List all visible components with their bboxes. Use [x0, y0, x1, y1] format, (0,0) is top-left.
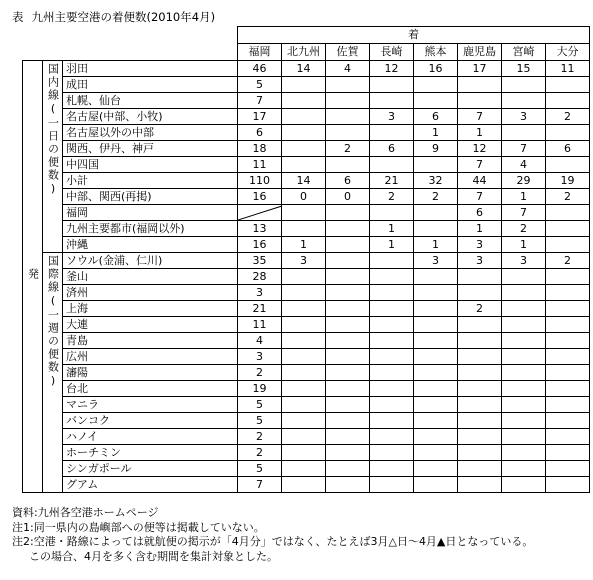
origin-name: 関西、伊丹、神戸 — [63, 141, 238, 157]
table-row — [23, 141, 590, 157]
value-cell: 12 — [458, 141, 502, 157]
value-cell — [326, 157, 370, 173]
value-cell — [502, 317, 546, 333]
table-row — [23, 189, 590, 205]
value-cell: 1 — [414, 237, 458, 253]
table-row — [23, 125, 590, 141]
value-cell — [282, 429, 326, 445]
table-row — [23, 429, 590, 445]
table-row — [23, 349, 590, 365]
value-cell: 1 — [370, 237, 414, 253]
value-cell — [502, 269, 546, 285]
value-cell — [326, 333, 370, 349]
value-cell — [458, 93, 502, 109]
airport-header: 長崎 — [370, 44, 414, 61]
value-cell — [546, 125, 590, 141]
value-cell — [414, 157, 458, 173]
value-cell — [326, 445, 370, 461]
value-cell: 2 — [238, 365, 282, 381]
value-cell: 29 — [502, 173, 546, 189]
value-cell — [326, 317, 370, 333]
value-cell — [546, 397, 590, 413]
note-1: 注1:同一県内の島嶼部への便等は掲載していない。 — [12, 520, 265, 534]
value-cell — [370, 269, 414, 285]
value-cell: 4 — [502, 157, 546, 173]
value-cell: 19 — [546, 173, 590, 189]
value-cell: 6 — [458, 205, 502, 221]
value-cell: 14 — [282, 61, 326, 77]
origin-name: 沖縄 — [63, 237, 238, 253]
value-cell — [326, 253, 370, 269]
value-cell — [414, 317, 458, 333]
value-cell — [282, 317, 326, 333]
value-cell — [414, 205, 458, 221]
table-row — [23, 301, 590, 317]
value-cell — [282, 157, 326, 173]
value-cell: 5 — [238, 413, 282, 429]
value-cell — [414, 77, 458, 93]
origin-name: 福岡 — [63, 205, 238, 221]
origin-name: 九州主要都市(福岡以外) — [63, 221, 238, 237]
value-cell — [370, 125, 414, 141]
value-cell — [414, 445, 458, 461]
table-row — [23, 221, 590, 237]
value-cell — [502, 445, 546, 461]
value-cell — [458, 429, 502, 445]
note-2-continued: この場合、4月を多く含む期間を集計対象とした。 — [29, 549, 278, 563]
value-cell — [370, 205, 414, 221]
value-cell: 3 — [238, 285, 282, 301]
international-group-label — [43, 253, 63, 493]
value-cell: 35 — [238, 253, 282, 269]
value-cell — [546, 365, 590, 381]
value-cell — [326, 413, 370, 429]
value-cell: 0 — [282, 189, 326, 205]
value-cell — [326, 397, 370, 413]
value-cell: 6 — [414, 109, 458, 125]
value-cell — [370, 413, 414, 429]
value-cell — [458, 397, 502, 413]
value-cell — [370, 157, 414, 173]
note-source: 資料:九州各空港ホームページ — [12, 506, 159, 519]
table-row — [23, 61, 590, 77]
value-cell — [546, 413, 590, 429]
value-cell — [282, 333, 326, 349]
value-cell — [458, 269, 502, 285]
value-cell — [546, 237, 590, 253]
value-cell — [414, 333, 458, 349]
value-cell: 2 — [546, 109, 590, 125]
value-cell — [546, 381, 590, 397]
value-cell — [326, 477, 370, 493]
table-row — [23, 317, 590, 333]
value-cell — [502, 77, 546, 93]
value-cell: 1 — [282, 237, 326, 253]
table-row — [23, 205, 590, 221]
value-cell — [546, 221, 590, 237]
value-cell — [326, 349, 370, 365]
value-cell: 2 — [370, 189, 414, 205]
header-blank-2 — [23, 44, 238, 61]
origin-name: マニラ — [63, 397, 238, 413]
origin-name: 広州 — [63, 349, 238, 365]
value-cell — [282, 365, 326, 381]
value-cell: 11 — [238, 317, 282, 333]
origin-name: ハノイ — [63, 429, 238, 445]
value-cell — [502, 349, 546, 365]
value-cell — [282, 413, 326, 429]
origin-name: 青島 — [63, 333, 238, 349]
value-cell — [282, 445, 326, 461]
value-cell — [370, 381, 414, 397]
value-cell — [546, 205, 590, 221]
title-text: 九州主要空港の着便数(2010年4月) — [31, 10, 216, 24]
value-cell — [414, 269, 458, 285]
origin-name: シンガポール — [63, 461, 238, 477]
international-group-text: 国際線(一週の便数) — [46, 255, 60, 389]
table-row — [23, 381, 590, 397]
value-cell: 3 — [458, 237, 502, 253]
value-cell — [414, 349, 458, 365]
value-cell: 2 — [326, 141, 370, 157]
airport-header: 鹿児島 — [458, 44, 502, 61]
value-cell: 16 — [238, 189, 282, 205]
value-cell — [458, 349, 502, 365]
table-row — [23, 397, 590, 413]
value-cell — [370, 349, 414, 365]
value-cell: 16 — [238, 237, 282, 253]
value-cell — [282, 77, 326, 93]
value-cell: 11 — [546, 61, 590, 77]
value-cell — [370, 429, 414, 445]
value-cell: 0 — [326, 189, 370, 205]
value-cell — [414, 301, 458, 317]
origin-name: ホーチミン — [63, 445, 238, 461]
origin-name: 釜山 — [63, 269, 238, 285]
value-cell: 7 — [458, 157, 502, 173]
value-cell: 3 — [370, 109, 414, 125]
value-cell: 2 — [458, 301, 502, 317]
value-cell — [502, 333, 546, 349]
value-cell: 28 — [238, 269, 282, 285]
table-row — [23, 93, 590, 109]
value-cell — [326, 109, 370, 125]
header-row-airports — [23, 44, 590, 61]
arrival-header: 着 — [238, 27, 590, 44]
value-cell: 44 — [458, 173, 502, 189]
value-cell — [282, 109, 326, 125]
table-row — [23, 445, 590, 461]
origin-name: 瀋陽 — [63, 365, 238, 381]
value-cell — [502, 413, 546, 429]
origin-name: 名古屋以外の中部 — [63, 125, 238, 141]
table-row — [23, 253, 590, 269]
value-cell — [458, 381, 502, 397]
value-cell — [370, 365, 414, 381]
value-cell — [370, 397, 414, 413]
origin-name: 上海 — [63, 301, 238, 317]
value-cell: 2 — [238, 429, 282, 445]
header-row-arrival — [23, 27, 590, 44]
value-cell — [502, 301, 546, 317]
value-cell — [546, 301, 590, 317]
value-cell: 14 — [282, 173, 326, 189]
value-cell — [414, 461, 458, 477]
airport-header: 北九州 — [282, 44, 326, 61]
table-row — [23, 77, 590, 93]
value-cell: 6 — [326, 173, 370, 189]
value-cell — [326, 125, 370, 141]
value-cell: 7 — [238, 477, 282, 493]
value-cell — [458, 461, 502, 477]
origin-name: 台北 — [63, 381, 238, 397]
value-cell — [282, 477, 326, 493]
value-cell — [370, 461, 414, 477]
value-cell: 19 — [238, 381, 282, 397]
value-cell: 6 — [546, 141, 590, 157]
value-cell — [414, 285, 458, 301]
value-cell — [326, 381, 370, 397]
value-cell: 5 — [238, 77, 282, 93]
table-row — [23, 461, 590, 477]
value-cell: 4 — [238, 333, 282, 349]
value-cell — [282, 125, 326, 141]
value-cell — [326, 365, 370, 381]
value-cell: 2 — [546, 189, 590, 205]
value-cell: 3 — [282, 253, 326, 269]
value-cell — [326, 93, 370, 109]
value-cell — [458, 317, 502, 333]
value-cell — [282, 93, 326, 109]
airport-header: 大分 — [546, 44, 590, 61]
value-cell — [458, 477, 502, 493]
value-cell — [282, 381, 326, 397]
value-cell — [502, 93, 546, 109]
table-row — [23, 365, 590, 381]
value-cell — [414, 221, 458, 237]
value-cell: 15 — [502, 61, 546, 77]
origin-name: 中部、関西(再掲) — [63, 189, 238, 205]
value-cell — [546, 445, 590, 461]
value-cell — [326, 237, 370, 253]
value-cell — [546, 477, 590, 493]
value-cell — [502, 365, 546, 381]
value-cell: 1 — [502, 237, 546, 253]
value-cell — [282, 141, 326, 157]
note-2: 注2:空港・路線によっては就航便の掲示が「4月分」ではなく、たとえば3月△日～4月▲日となっている。 — [12, 535, 534, 548]
value-cell — [370, 317, 414, 333]
value-cell: 1 — [414, 125, 458, 141]
origin-name: 小計 — [63, 173, 238, 189]
value-cell — [546, 285, 590, 301]
value-cell — [414, 429, 458, 445]
value-cell — [326, 269, 370, 285]
domestic-group-label — [43, 61, 63, 253]
value-cell — [546, 333, 590, 349]
origin-name: 羽田 — [63, 61, 238, 77]
value-cell: 5 — [238, 397, 282, 413]
value-cell: 1 — [458, 125, 502, 141]
value-cell — [326, 461, 370, 477]
value-cell — [458, 413, 502, 429]
table-title — [12, 9, 215, 25]
value-cell — [414, 477, 458, 493]
value-cell: 11 — [238, 157, 282, 173]
origin-name: 名古屋(中部、小牧) — [63, 109, 238, 125]
airport-header: 宮崎 — [502, 44, 546, 61]
value-cell: 17 — [238, 109, 282, 125]
table-row — [23, 237, 590, 253]
value-cell — [414, 365, 458, 381]
origin-name: 大連 — [63, 317, 238, 333]
value-cell: 21 — [238, 301, 282, 317]
value-cell — [282, 301, 326, 317]
value-cell: 2 — [238, 445, 282, 461]
table-row — [23, 413, 590, 429]
airport-header: 熊本 — [414, 44, 458, 61]
table-row — [23, 157, 590, 173]
value-cell: 3 — [502, 109, 546, 125]
value-cell — [370, 253, 414, 269]
value-cell — [414, 381, 458, 397]
domestic-group-text: 国内線(一日の便数) — [46, 63, 60, 197]
value-cell — [546, 157, 590, 173]
value-cell — [282, 269, 326, 285]
title-label: 表 — [12, 10, 24, 24]
value-cell: 2 — [546, 253, 590, 269]
value-cell: 17 — [458, 61, 502, 77]
value-cell — [546, 77, 590, 93]
value-cell: 2 — [414, 189, 458, 205]
value-cell — [546, 429, 590, 445]
table-row — [23, 269, 590, 285]
value-cell: 5 — [238, 461, 282, 477]
value-cell: 21 — [370, 173, 414, 189]
value-cell: 6 — [370, 141, 414, 157]
value-cell — [282, 461, 326, 477]
value-cell: 110 — [238, 173, 282, 189]
value-cell — [546, 461, 590, 477]
value-cell — [282, 285, 326, 301]
diagonal-line-mark — [238, 205, 282, 221]
value-cell — [370, 77, 414, 93]
table-row — [23, 285, 590, 301]
value-cell — [458, 333, 502, 349]
value-cell: 3 — [502, 253, 546, 269]
value-cell — [502, 381, 546, 397]
value-cell: 3 — [238, 349, 282, 365]
table-row — [23, 477, 590, 493]
value-cell — [546, 269, 590, 285]
value-cell — [370, 333, 414, 349]
value-cell — [282, 205, 326, 221]
airport-header: 佐賀 — [326, 44, 370, 61]
value-cell — [458, 77, 502, 93]
value-cell — [546, 349, 590, 365]
value-cell: 1 — [370, 221, 414, 237]
value-cell — [502, 477, 546, 493]
origin-name: 札幌、仙台 — [63, 93, 238, 109]
origin-name: バンコク — [63, 413, 238, 429]
value-cell — [458, 365, 502, 381]
value-cell — [326, 77, 370, 93]
departure-label — [23, 61, 43, 493]
airport-header: 福岡 — [238, 44, 282, 61]
value-cell — [326, 285, 370, 301]
value-cell: 32 — [414, 173, 458, 189]
value-cell: 7 — [458, 189, 502, 205]
value-cell: 4 — [326, 61, 370, 77]
value-cell — [502, 429, 546, 445]
value-cell: 7 — [502, 141, 546, 157]
header-blank — [23, 27, 238, 44]
value-cell — [546, 93, 590, 109]
table-row — [23, 333, 590, 349]
origin-name: 済州 — [63, 285, 238, 301]
value-cell — [414, 397, 458, 413]
table-row — [23, 173, 590, 189]
value-cell — [326, 429, 370, 445]
value-cell: 9 — [414, 141, 458, 157]
value-cell — [370, 285, 414, 301]
value-cell — [414, 93, 458, 109]
value-cell: 18 — [238, 141, 282, 157]
value-cell — [326, 301, 370, 317]
value-cell: 2 — [502, 221, 546, 237]
value-cell: 6 — [238, 125, 282, 141]
value-cell — [458, 285, 502, 301]
origin-name: ソウル(金浦、仁川) — [63, 253, 238, 269]
value-cell — [502, 285, 546, 301]
value-cell — [326, 221, 370, 237]
value-cell: 1 — [458, 221, 502, 237]
value-cell: 3 — [458, 253, 502, 269]
origin-name: 成田 — [63, 77, 238, 93]
departure-text: 発 — [26, 268, 40, 281]
value-cell: 46 — [238, 61, 282, 77]
value-cell — [370, 477, 414, 493]
value-cell — [326, 205, 370, 221]
value-cell — [502, 125, 546, 141]
value-cell: 7 — [502, 205, 546, 221]
value-cell — [238, 205, 282, 221]
origin-name: グアム — [63, 477, 238, 493]
origin-name: 中四国 — [63, 157, 238, 173]
value-cell — [282, 349, 326, 365]
value-cell: 3 — [414, 253, 458, 269]
value-cell: 13 — [238, 221, 282, 237]
value-cell — [282, 397, 326, 413]
value-cell: 7 — [458, 109, 502, 125]
value-cell — [546, 317, 590, 333]
value-cell — [502, 397, 546, 413]
value-cell — [370, 445, 414, 461]
value-cell — [502, 461, 546, 477]
table-row — [23, 109, 590, 125]
value-cell — [370, 93, 414, 109]
value-cell — [282, 221, 326, 237]
arrivals-table — [22, 26, 590, 493]
value-cell: 1 — [502, 189, 546, 205]
notes — [12, 506, 533, 564]
value-cell: 12 — [370, 61, 414, 77]
value-cell — [370, 301, 414, 317]
value-cell: 16 — [414, 61, 458, 77]
value-cell — [414, 413, 458, 429]
value-cell — [458, 445, 502, 461]
value-cell: 7 — [238, 93, 282, 109]
